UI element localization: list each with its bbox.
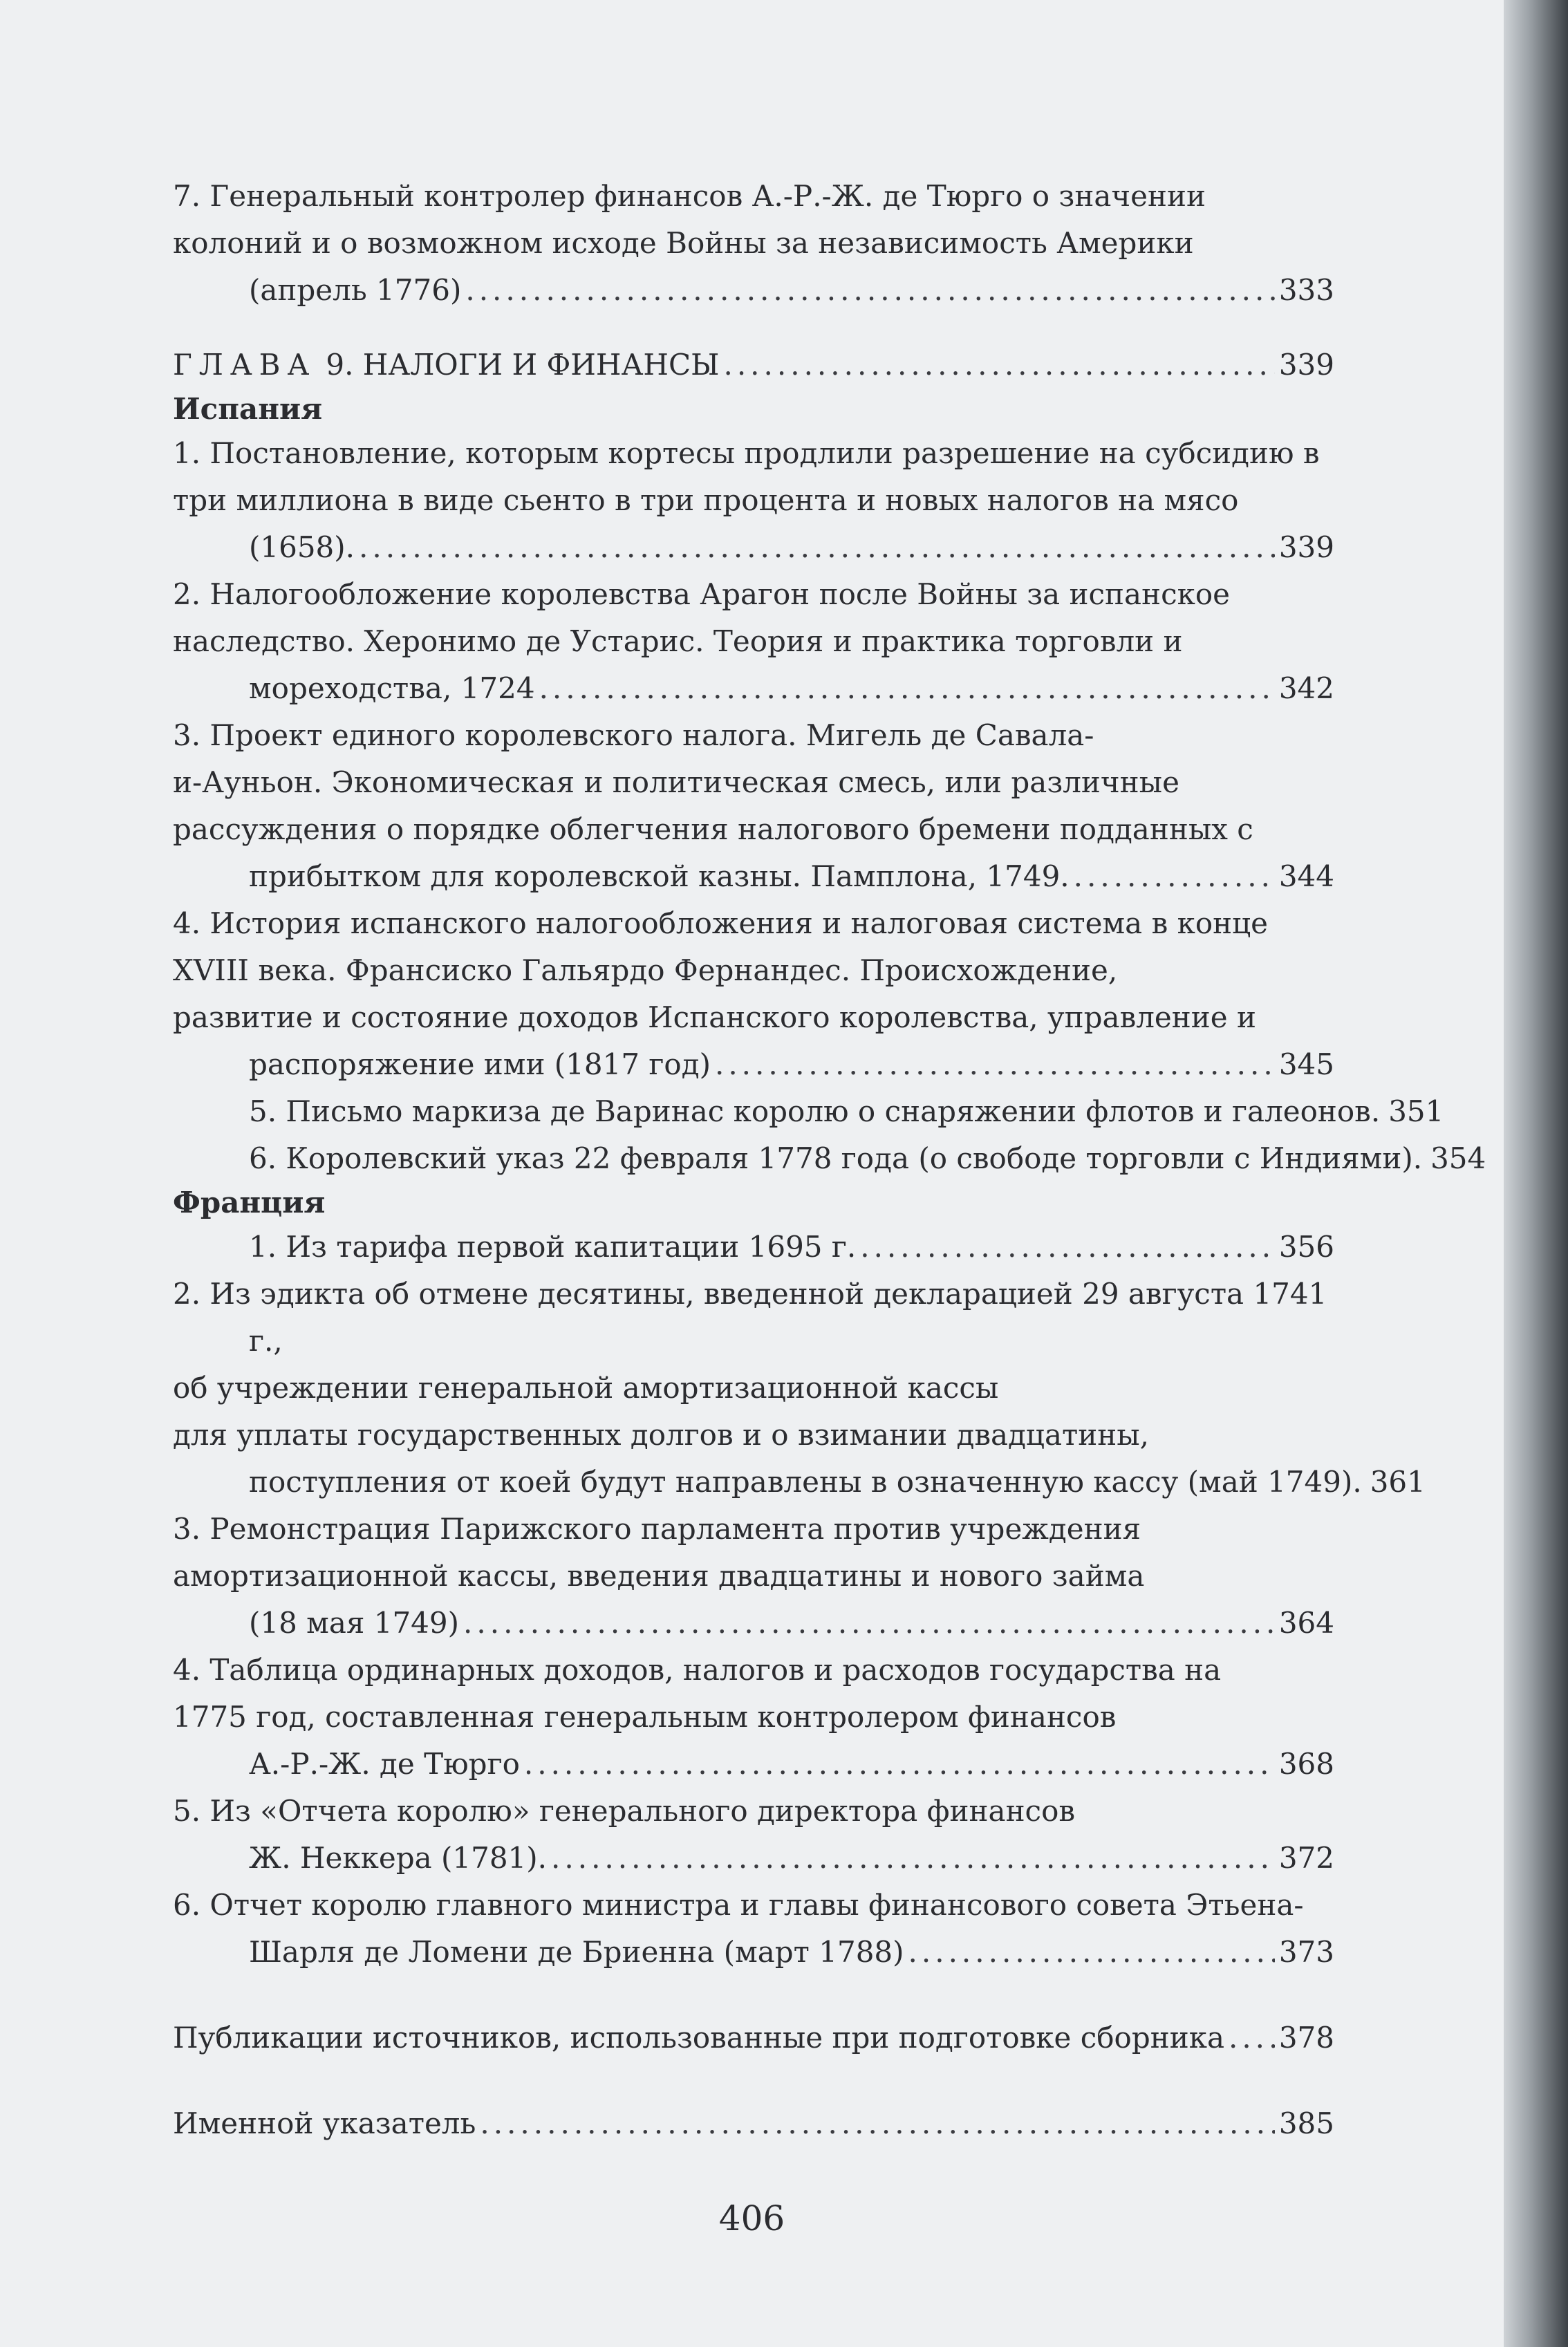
toc-entry-line: для уплаты государственных долгов и о взимании двадцатины, [173,1418,1149,1452]
toc-entry-last-line [249,665,1334,712]
dot-leader [715,1041,1275,1088]
dot-leader [463,1600,1275,1647]
toc-entry [173,1506,1390,1647]
toc-entry-last-line [249,1041,1334,1088]
toc-entry [173,1088,1444,1135]
toc-entry-text: 5. Письмо маркиза де Варинас королю о снаряжении флотов и галеонов. [249,1094,1381,1128]
toc-entry-text: поступления от коей будут направлены в означенную кассу (май 1749). [249,1465,1362,1499]
toc-entry-text: Публикации источников, использованные при подготовке сборника [173,2021,1224,2055]
section-heading: Испания [173,392,323,426]
toc-entry [173,1135,1486,1182]
toc-page-number: 361 [1370,1465,1426,1499]
toc-entry [173,1647,1390,1788]
toc-entry-appendix [173,2014,1390,2061]
toc-page-number: 344 [1278,859,1334,893]
toc-entry-last-line [249,1929,1334,1976]
toc-entry-text: мореходства, 1724 [249,671,535,705]
toc-entry-text: 1. Из тарифа первой капитации 1695 г. [249,1230,857,1264]
toc-entry-line: амортизационной кассы, введения двадцатины и нового займа [173,1559,1145,1593]
toc-entry-line: 7. Генеральный контролер финансов А.-Р.-Ж. де Тюрго о значении [173,179,1206,213]
toc-entry-last-line [249,1741,1334,1788]
toc-entry-last-line [249,1835,1334,1882]
toc-entry [173,900,1390,1088]
toc-entry-line: рассуждения о порядке облегчения налогового бремени подданных с [173,812,1253,846]
chapter-heading [173,342,1390,389]
toc-entry-last-line [249,524,1334,571]
toc-entry-line: 1. Постановление, которым кортесы продлили разрешение на субсидию в [173,436,1320,470]
toc-entry-line: 1775 год, составленная генеральным контролером финансов [173,1700,1117,1734]
toc-page-number: 368 [1278,1747,1334,1781]
toc-entry-line: 2. Из эдикта об отмене десятины, введенной декларацией 29 августа 1741 г., [173,1277,1327,1358]
dot-leader [723,342,1274,389]
toc-entry-line: наследство. Херонимо де Устарис. Теория и практика торговли и [173,624,1183,658]
toc-entry-line: об учреждении генеральной амортизационной кассы [173,1371,999,1405]
chapter-label: ГЛАВА [173,348,317,382]
dot-leader [359,524,1275,571]
toc-entry [173,173,1390,314]
table-of-contents [173,173,1486,2147]
toc-entry-text: Ж. Неккера (1781). [249,1841,548,1875]
toc-entry-line: и-Ауньон. Экономическая и политическая смесь, или различные [173,765,1179,799]
toc-page-number: 333 [1278,273,1334,307]
toc-page-number: 354 [1430,1141,1486,1175]
toc-page-number: 385 [1278,2106,1334,2140]
toc-page-number: 351 [1388,1094,1444,1128]
toc-entry-last-line [249,1459,1426,1506]
toc-page-number: 378 [1278,2021,1334,2055]
dot-leader [1074,853,1275,900]
page-number: 406 [718,2198,785,2238]
toc-entry-line: 3. Ремонстрация Парижского парламента против учреждения [173,1512,1141,1546]
dot-leader [551,1835,1275,1882]
toc-entry-line: 4. История испанского налогообложения и налоговая система в конце [173,906,1268,940]
toc-entry-text: А.-Р.-Ж. де Тюрго [249,1747,520,1781]
toc-entry-last-line [249,1088,1444,1135]
toc-entry [173,430,1390,571]
toc-entry-line: 6. Отчет королю главного министра и главы финансового совета Этьена- [173,1888,1304,1922]
toc-entry-text: (апрель 1776) [249,273,462,307]
toc-entry-line: 4. Таблица ординарных доходов, налогов и расходов государства на [173,1653,1222,1687]
toc-entry [173,1224,1390,1271]
toc-entry-last-line [249,1224,1334,1271]
toc-page-number: 339 [1278,348,1334,382]
toc-page-number: 373 [1278,1935,1334,1969]
toc-entry-text: Шарля де Ломени де Бриенна (март 1788) [249,1935,904,1969]
toc-entry-text: прибытком для королевской казны. Памплона, 1749. [249,859,1070,893]
dot-leader [465,267,1274,314]
toc-entry-last-line [249,1135,1486,1182]
toc-entry [173,712,1390,900]
toc-entry-text: Именной указатель [173,2106,476,2140]
dot-leader [908,1929,1275,1976]
toc-page-number: 364 [1278,1606,1334,1640]
toc-entry-last-line [249,267,1334,314]
toc-entry-line: 5. Из «Отчета королю» генерального директора финансов [173,1794,1076,1828]
toc-entry-last-line [249,1600,1334,1647]
toc-page-number: 339 [1278,530,1334,564]
toc-page-number: 345 [1278,1047,1334,1081]
toc-entry-line: три миллиона в виде сьенто в три процента и новых налогов на мясо [173,483,1239,517]
toc-entry-line: развитие и состояние доходов Испанского королевства, управление и [173,1000,1256,1034]
toc-entry [173,1882,1390,1976]
toc-entry [173,1788,1390,1882]
toc-entry-text: распоряжение ими (1817 год) [249,1047,711,1081]
toc-page-number: 356 [1278,1230,1334,1264]
toc-entry-text: 6. Королевский указ 22 февраля 1778 года (о свободе торговли с Индиями). [249,1141,1423,1175]
toc-entry-line: 2. Налогообложение королевства Арагон после Войны за испанское [173,577,1230,611]
book-edge [1504,0,1568,2347]
toc-entry-last-line [249,853,1334,900]
dot-leader [1229,2014,1275,2061]
section-heading: Франция [173,1186,326,1219]
toc-entry [173,1271,1426,1506]
toc-entry-line: XVIII века. Франсиско Гальярдо Фернандес. Происхождение, [173,953,1118,987]
toc-entry-text: (18 мая 1749) [249,1606,460,1640]
toc-page-number: 372 [1278,1841,1334,1875]
toc-entry-line: колоний и о возможном исходе Войны за независимость Америки [173,226,1194,260]
dot-leader [860,1224,1275,1271]
dot-leader [539,665,1275,712]
toc-entry-text: (1658). [249,530,355,564]
toc-page-number: 342 [1278,671,1334,705]
dot-leader [524,1741,1275,1788]
toc-entry-appendix [173,2100,1390,2147]
dot-leader [480,2100,1274,2147]
toc-entry-line: 3. Проект единого королевского налога. Мигель де Савала- [173,718,1094,752]
toc-entry [173,571,1390,712]
chapter-title: 9. НАЛОГИ И ФИНАНСЫ [326,348,720,382]
